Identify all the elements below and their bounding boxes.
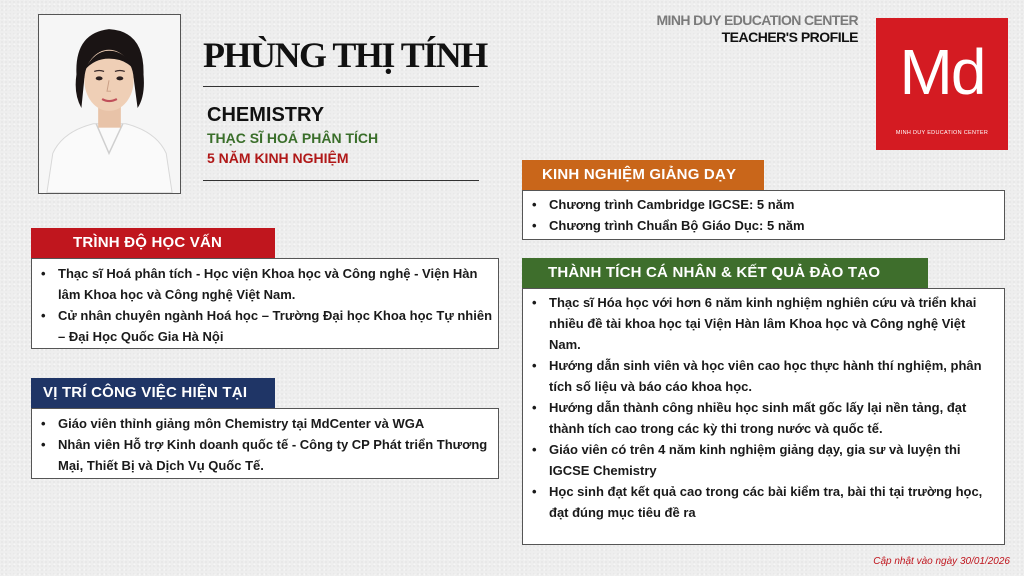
current-position-list <box>32 413 498 476</box>
logo-caption: MINH DUY EDUCATION CENTER <box>895 130 989 136</box>
profile-label: TEACHER'S PROFILE <box>721 29 858 45</box>
current-position-item: • Giáo viên thỉnh giảng môn Chemistry tại MdCenter và WGA <box>32 413 498 434</box>
updated-date: Cập nhật vào ngày 30/01/2026 <box>873 556 1010 567</box>
education-heading: TRÌNH ĐỘ HỌC VẤN <box>31 228 275 258</box>
teacher-subject: CHEMISTRY <box>207 104 325 126</box>
achievements-heading: THÀNH TÍCH CÁ NHÂN & KẾT QUẢ ĐÀO TẠO <box>522 258 928 288</box>
center-name: MINH DUY EDUCATION CENTER <box>656 12 858 28</box>
achievement-item: • Thạc sĩ Hóa học với hơn 6 năm kinh nghiệm nghiên cứu và triển khai nhiều đề tài khoa học tại Viện Hàn lâm Khoa học và Công nghệ Việt Nam. <box>523 292 994 355</box>
achievements-box <box>522 288 1005 545</box>
education-box <box>31 258 499 349</box>
achievement-item: • Hướng dẫn sinh viên và học viên cao học thực hành thí nghiệm, phân tích số liệu và báo cáo khoa học. <box>523 355 994 397</box>
achievements-list <box>523 292 994 523</box>
education-item: • Cử nhân chuyên ngành Hoá học – Trường Đại học Khoa học Tự nhiên – Đại Học Quốc Gia Hà Nội <box>32 305 498 347</box>
current-position-box <box>31 408 499 479</box>
teacher-photo <box>38 14 181 194</box>
md-logo <box>876 18 1008 150</box>
education-list <box>32 263 498 347</box>
teacher-degree: THẠC SĨ HOÁ PHÂN TÍCH <box>207 130 379 146</box>
education-item: • Thạc sĩ Hoá phân tích - Học viện Khoa học và Công nghệ - Viện Hàn lâm Khoa học và Công nghệ Việt Nam. <box>32 263 498 305</box>
teacher-name: PHÙNG THỊ TÍNH <box>203 35 487 75</box>
current-position-item: • Nhân viên Hỗ trợ Kinh doanh quốc tế - Công ty CP Phát triển Thương Mại, Thiết Bị và Dịch Vụ Quốc Tế. <box>32 434 498 476</box>
name-divider <box>203 86 479 87</box>
teaching-experience-box <box>522 190 1005 240</box>
teaching-experience-list <box>523 194 1004 236</box>
achievement-item: • Giáo viên có trên 4 năm kinh nghiệm giảng dạy, gia sư và luyện thi IGCSE Chemistry <box>523 439 994 481</box>
teaching-experience-item: • Chương trình Chuẩn Bộ Giáo Dục: 5 năm <box>523 215 1004 236</box>
profile-divider <box>203 180 479 181</box>
logo-mark: Md <box>899 36 985 108</box>
achievement-item: • Học sinh đạt kết quả cao trong các bài kiểm tra, bài thi tại trường học, đạt đúng mục tiêu đề ra <box>523 481 994 523</box>
achievement-item: • Hướng dẫn thành công nhiều học sinh mất gốc lấy lại nền tảng, đạt thành tích cao trong các kỳ thi trong nước và quốc tế. <box>523 397 994 439</box>
teaching-experience-heading: KINH NGHIỆM GIẢNG DẠY <box>522 160 764 190</box>
current-position-heading: VỊ TRÍ CÔNG VIỆC HIỆN TẠI <box>31 378 275 408</box>
teacher-experience-years: 5 NĂM KINH NGHIỆM <box>207 150 349 166</box>
teaching-experience-item: • Chương trình Cambridge IGCSE: 5 năm <box>523 194 1004 215</box>
